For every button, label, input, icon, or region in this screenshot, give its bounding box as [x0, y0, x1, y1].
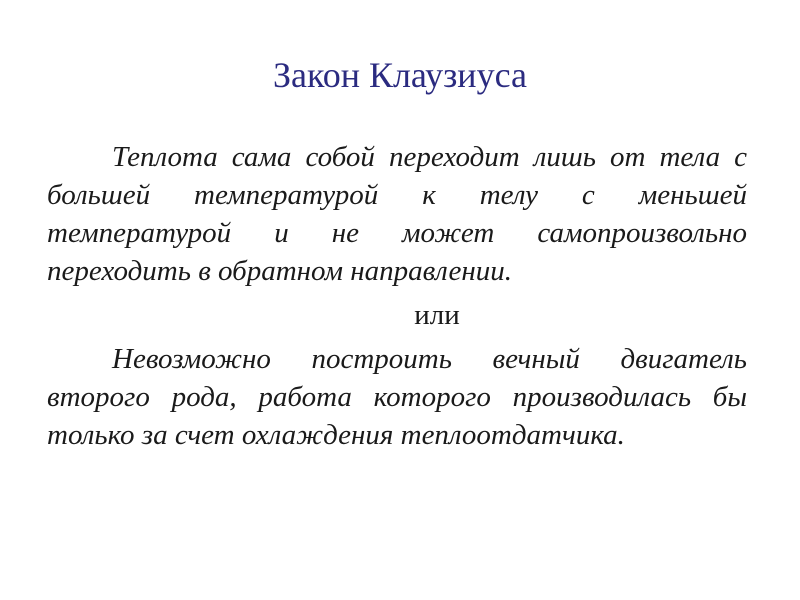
slide-body	[47, 138, 747, 454]
separator: или	[414, 299, 460, 331]
statement-2: Невозможно построить вечный двигатель второго рода, работа которого производилась бы только за счет охлаждения теплоотдатчика.	[47, 343, 747, 451]
slide-title: Закон Клаузиуса	[273, 55, 527, 95]
statement-1: Теплота сама собой переходит лишь от тела с большей температурой к телу с меньшей температурой и не может самопроизвольно переходить в обратном направлении.	[47, 141, 747, 287]
